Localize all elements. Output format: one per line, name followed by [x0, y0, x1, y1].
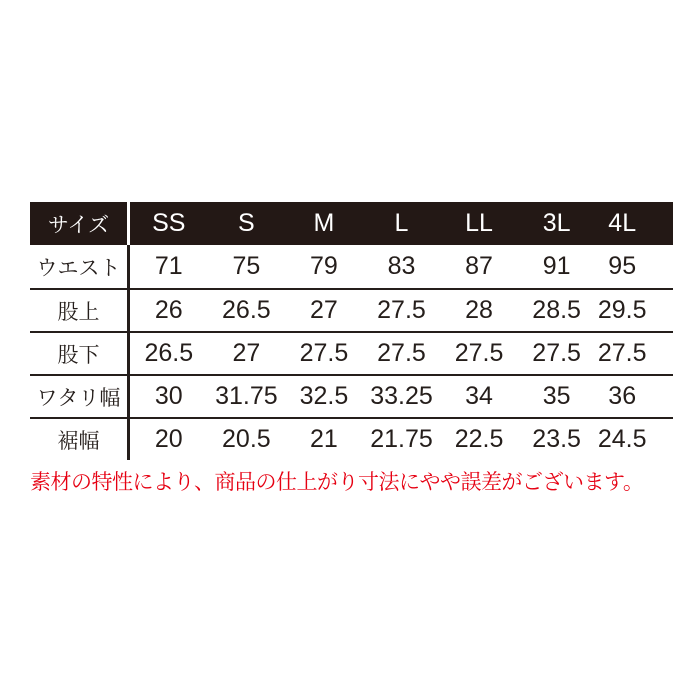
- size-value-cell: 27.5: [597, 339, 647, 367]
- size-column-header: M: [313, 209, 335, 237]
- size-value-cell: 21: [310, 425, 338, 453]
- row-label: 股上: [30, 290, 130, 331]
- size-value-cell: 71: [154, 252, 183, 280]
- table-row-hem-width: [30, 417, 673, 460]
- size-value-cell: 28: [465, 296, 493, 324]
- size-value-cell: 22.5: [454, 425, 504, 453]
- size-value-cell: 35: [542, 382, 571, 410]
- size-value-cell: 91: [542, 252, 571, 280]
- size-value-cell: 31.75: [215, 382, 278, 410]
- size-value-cell: 95: [608, 252, 637, 280]
- row-label: ウエスト: [30, 245, 130, 288]
- size-value-cell: 83: [387, 252, 416, 280]
- size-value-cell: 36: [608, 382, 637, 410]
- size-value-cell: 21.75: [370, 425, 433, 453]
- row-label: 股下: [30, 333, 130, 374]
- size-value-cell: 23.5: [532, 425, 581, 453]
- size-value-cell: 26: [154, 296, 183, 324]
- size-value-cell: 79: [310, 252, 338, 280]
- size-value-cell: 27.5: [377, 296, 426, 324]
- size-value-cell: 33.25: [370, 382, 433, 410]
- size-value-cell: 27: [232, 339, 261, 367]
- size-column-header: 3L: [542, 209, 571, 237]
- size-value-cell: 20.5: [222, 425, 271, 453]
- size-column-header: LL: [465, 209, 493, 237]
- size-value-cell: 26.5: [222, 296, 271, 324]
- size-value-cell: 26.5: [144, 339, 194, 367]
- table-row-thigh-width: [30, 374, 673, 417]
- table-row-inseam: [30, 331, 673, 374]
- size-column-header: L: [394, 209, 409, 237]
- size-value-cell: 27: [310, 296, 338, 324]
- size-value-cell: 75: [232, 252, 261, 280]
- size-value-cell: 27.5: [454, 339, 504, 367]
- size-value-cell: 32.5: [299, 382, 349, 410]
- table-row-rise: [30, 288, 673, 331]
- size-value-cell: 28.5: [532, 296, 581, 324]
- size-value-cell: 27.5: [299, 339, 349, 367]
- size-value-cell: 24.5: [597, 425, 647, 453]
- table-row-waist: [30, 245, 673, 288]
- row-label: ワタリ幅: [30, 376, 130, 417]
- size-value-cell: 27.5: [377, 339, 426, 367]
- size-value-cell: 20: [154, 425, 183, 453]
- size-value-cell: 30: [154, 382, 183, 410]
- size-column-header: S: [238, 209, 255, 237]
- header-corner-cell: サイズ: [30, 202, 130, 245]
- size-value-cell: 27.5: [532, 339, 581, 367]
- material-tolerance-note: 素材の特性により、商品の仕上がり寸法にやや誤差がございます。: [30, 471, 644, 494]
- size-column-header: SS: [152, 209, 186, 237]
- size-value-cell: 87: [465, 252, 493, 280]
- size-value-cell: 29.5: [597, 296, 647, 324]
- size-value-cell: 34: [465, 382, 493, 410]
- size-table: [30, 202, 673, 460]
- table-header-row: [30, 202, 673, 245]
- row-label: 裾幅: [30, 419, 130, 460]
- size-column-header: 4L: [608, 209, 637, 237]
